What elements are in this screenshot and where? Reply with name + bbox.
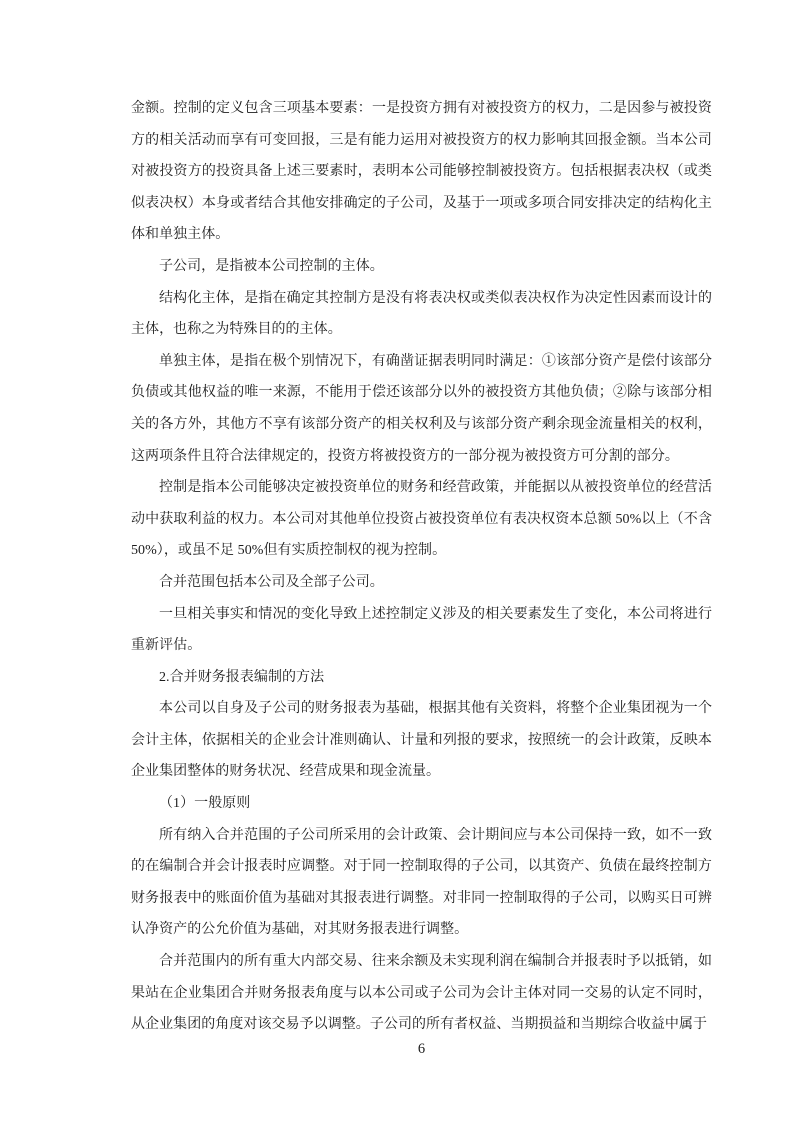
text-line: 结构化主体，是指在确定其控制方是没有将表决权或类似表决权作为决定性因素而设计的 — [159, 290, 712, 306]
text-line: 对被投资方的投资具备上述三要素时，表明本公司能够控制被投资方。包括根据表决权（或类 — [131, 164, 712, 180]
page-number: 6 — [417, 1041, 426, 1057]
text-line: 的在编制合并会计报表时应调整。对于同一控制取得的子公司，以其资产、负债在最终控制方 — [131, 859, 712, 875]
text-line: 果站在企业集团合并财务报表角度与以本公司或子公司为会计主体对同一交易的认定不同时， — [131, 985, 712, 1001]
text-line: 金额。控制的定义包含三项基本要素：一是投资方拥有对被投资方的权力，二是因参与被投资 — [131, 101, 712, 116]
text-line: 关的各方外，其他方不享有该部分资产的相关权利及与该部分资产剩余现金流量相关的权利， — [131, 416, 712, 432]
text-line: 动中获取利益的权力。本公司对其他单位投资占被投资单位有表决权资本总额 50%以上（不含 — [131, 511, 712, 527]
text-line: 合并范围内的所有重大内部交易、往来余额及未实现利润在编制合并报表时予以抵销，如 — [159, 954, 712, 970]
text-line: 2.合并财务报表编制的方法 — [159, 669, 325, 685]
text-line: （1）一般原则 — [159, 796, 251, 812]
text-line: 合并范围包括本公司及全部子公司。 — [159, 574, 384, 590]
text-line: 方的相关活动而享有可变回报，三是有能力运用对被投资方的权力影响其回报金额。当本公司 — [131, 132, 712, 148]
text-line: 这两项条件且符合法律规定的，投资方将被投资方的一部分视为被投资方可分割的部分。 — [131, 448, 679, 464]
text-line: 企业集团整体的财务状况、经营成果和现金流量。 — [131, 764, 441, 780]
text-line: 子公司，是指被本公司控制的主体。 — [159, 258, 384, 274]
text-line: 所有纳入合并范围的子公司所采用的会计政策、会计期间应与本公司保持一致，如不一致 — [159, 827, 712, 843]
text-line: 似表决权）本身或者结合其他安排确定的子公司，及基于一项或多项合同安排决定的结构化主 — [131, 195, 712, 211]
paragraph — [131, 93, 712, 251]
text-line: 重新评估。 — [131, 638, 202, 654]
text-line: 会计主体，依据相关的企业会计准则确认、计量和列报的要求，按照统一的会计政策，反映本 — [131, 732, 712, 748]
paragraph — [131, 567, 712, 599]
paragraph — [131, 946, 712, 1041]
paragraph — [131, 346, 712, 472]
text-block — [131, 93, 712, 1041]
paragraph — [131, 693, 712, 788]
text-line: 单独主体，是指在极个别情况下，有确凿证据表明同时满足：①该部分资产是偿付该部分 — [159, 353, 712, 369]
paragraph — [131, 283, 712, 346]
text-line: 50%），或虽不足 50%但有实质控制权的视为控制。 — [131, 543, 447, 559]
paragraph — [131, 662, 712, 694]
text-line: 控制是指本公司能够决定被投资单位的财务和经营政策，并能据以从被投资单位的经营活 — [159, 480, 712, 496]
paragraph — [131, 251, 712, 283]
text-line: 一旦相关事实和情况的变化导致上述控制定义涉及的相关要素发生了变化，本公司将进行 — [159, 606, 712, 622]
text-line: 本公司以自身及子公司的财务报表为基础，根据其他有关资料，将整个企业集团视为一个 — [159, 701, 712, 717]
paragraph — [131, 472, 712, 567]
text-line: 认净资产的公允价值为基础，对其财务报表进行调整。 — [131, 922, 469, 938]
paragraph — [131, 599, 712, 662]
text-line: 从企业集团的角度对该交易予以调整。子公司的所有者权益、当期损益和当期综合收益中属于 — [131, 1017, 708, 1033]
text-line: 财务报表中的账面价值为基础对其报表进行调整。对非同一控制取得的子公司，以购买日可辨 — [131, 890, 712, 906]
paragraph — [131, 820, 712, 946]
paragraph — [131, 788, 712, 820]
text-line: 主体，也称之为特殊目的的主体。 — [131, 322, 342, 338]
text-line: 负债或其他权益的唯一来源，不能用于偿还该部分以外的被投资方其他负债；②除与该部分相 — [131, 385, 712, 401]
text-line: 体和单独主体。 — [131, 227, 230, 243]
